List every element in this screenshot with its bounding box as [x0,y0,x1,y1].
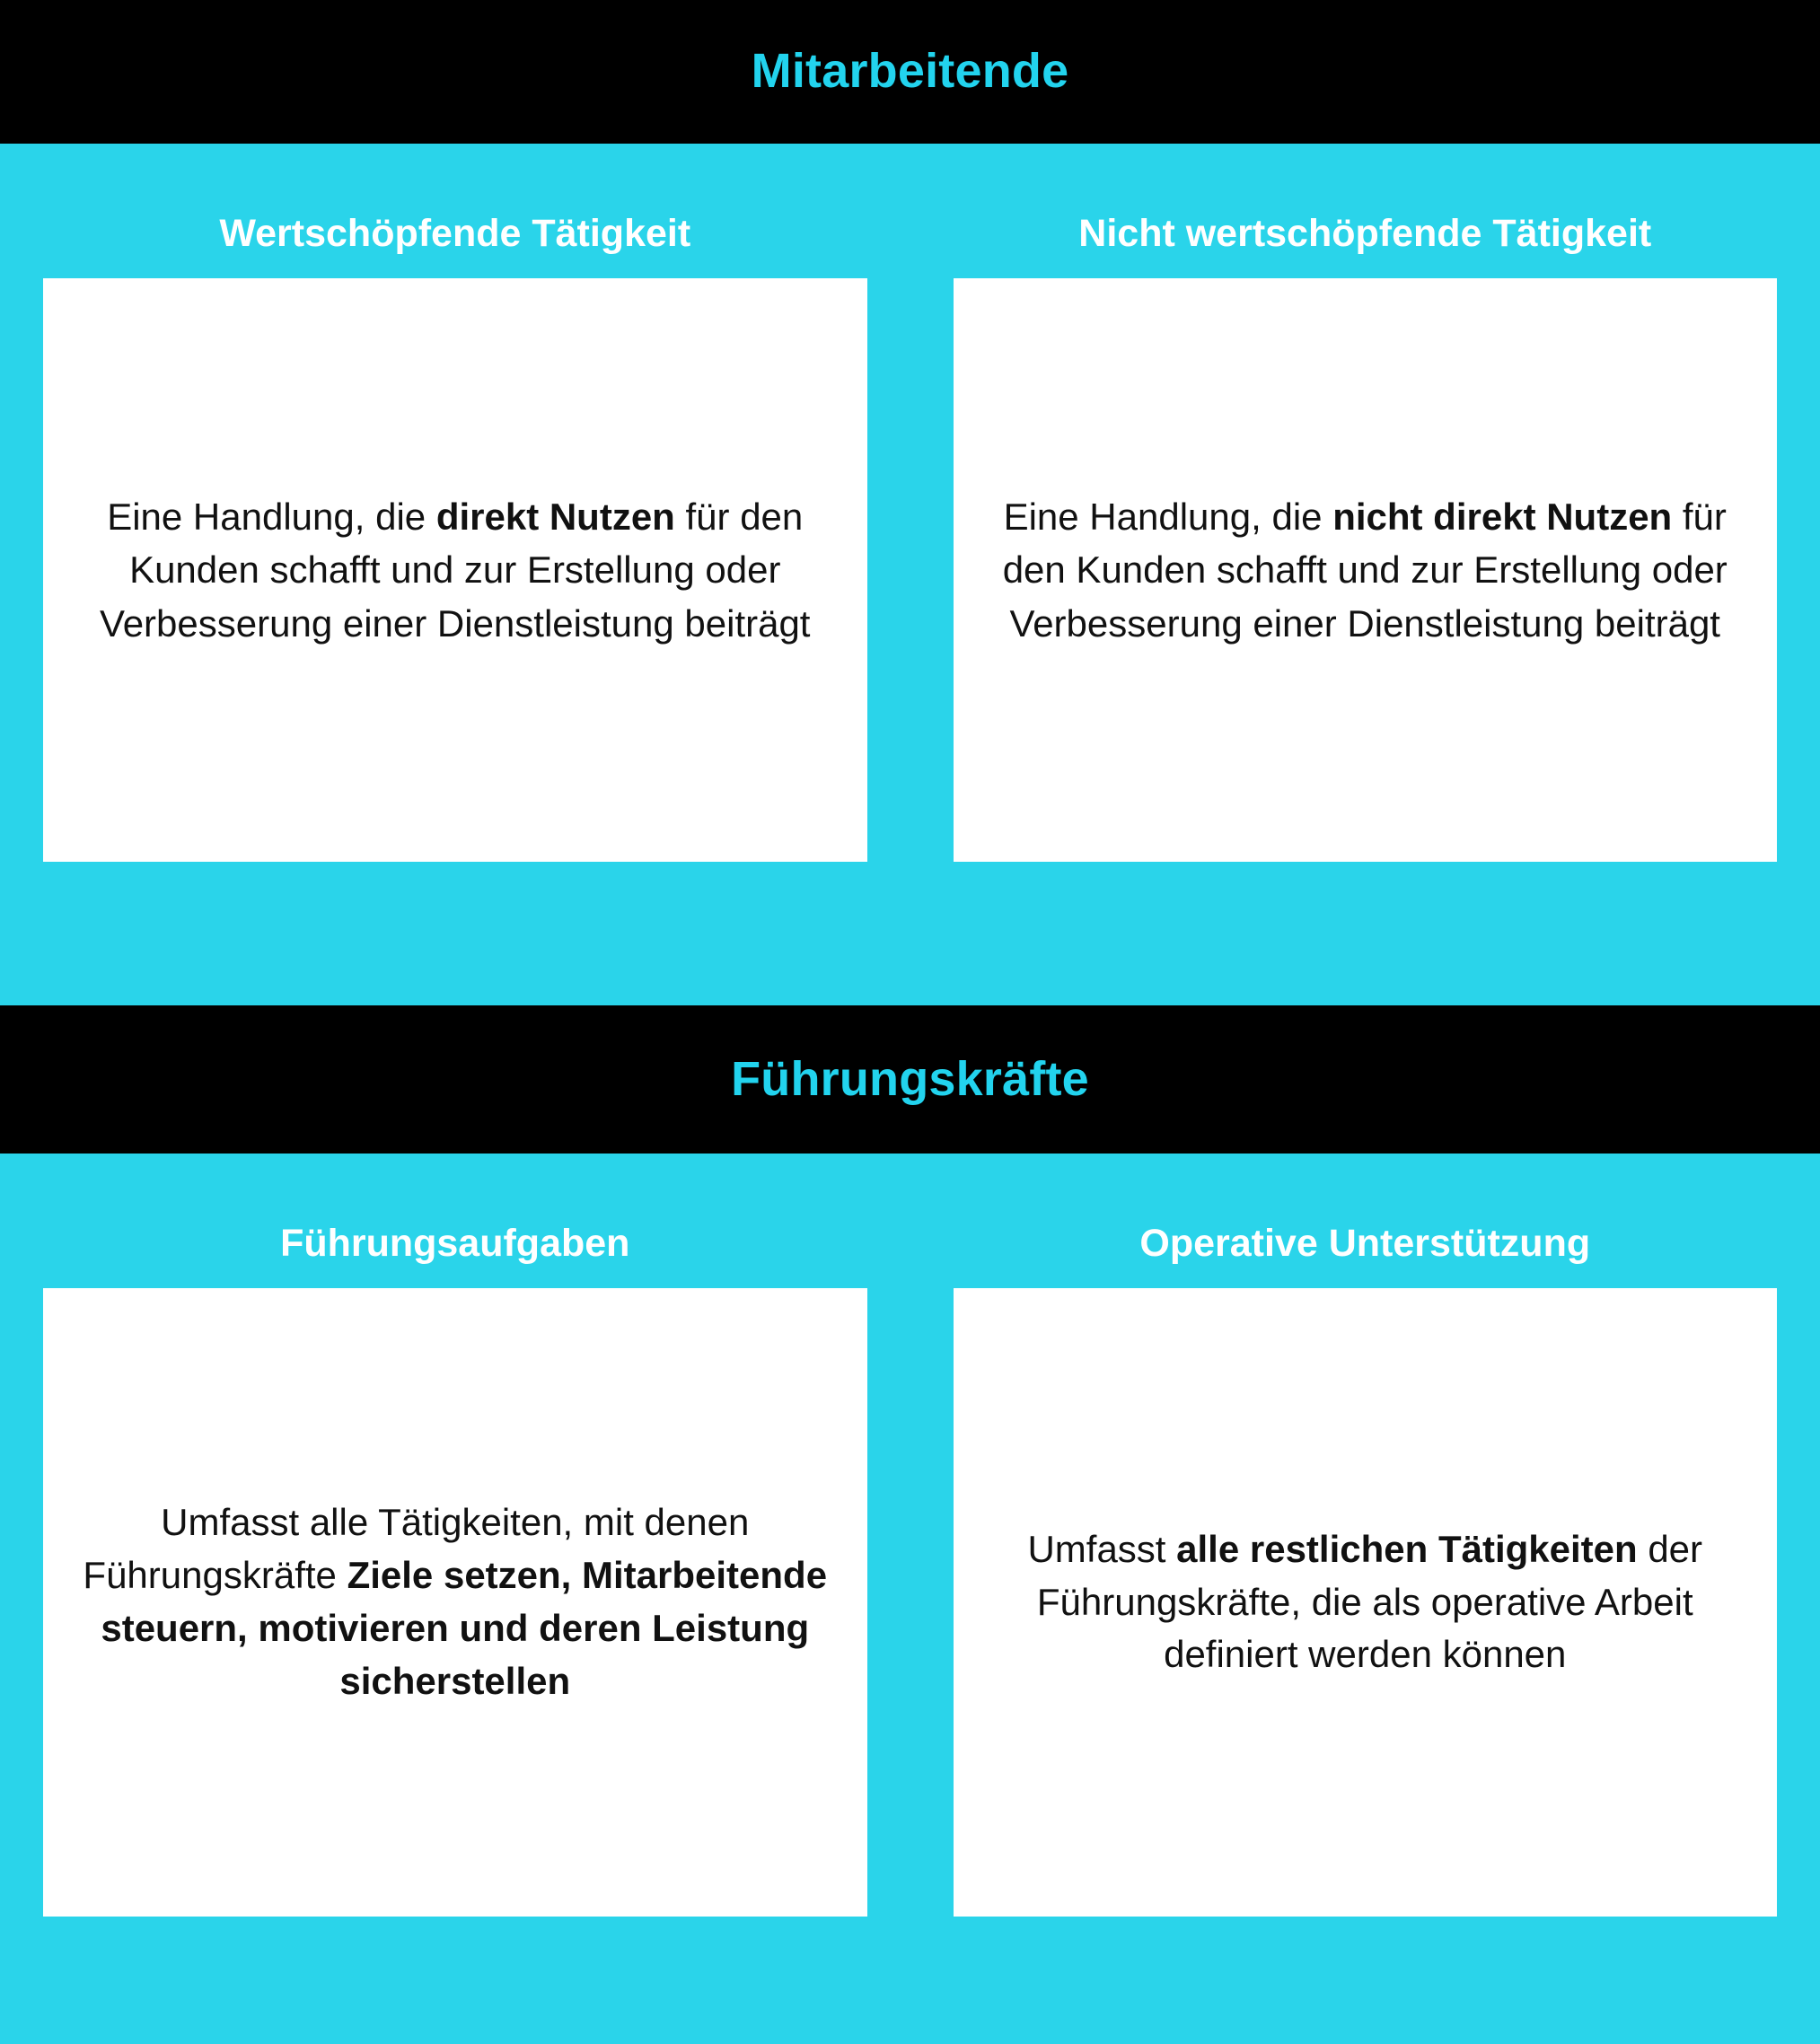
column-title-wertschoepfende-taetigkeit: Wertschöpfende Tätigkeit [219,212,691,256]
card-fuehrungsaufgaben [43,1288,867,1917]
section-panel-mitarbeitende [0,144,1820,1005]
card-nicht-wertschoepfende-taetigkeit [954,278,1778,862]
section-header-fuehrungskraefte [0,1005,1820,1154]
column-nicht-wertschoepfende-taetigkeit [910,144,1778,953]
section-title-mitarbeitende: Mitarbeitende [751,44,1069,99]
card-text-nicht-wertschoepfende-taetigkeit: Eine Handlung, die nicht direkt Nutzen für den Kunden schafft und zur Erstellung oder Verbesserung einer Dienstleistung beiträgt [1002,495,1728,645]
column-fuehrungsaufgaben [43,1154,910,2044]
column-title-fuehrungsaufgaben: Führungsaufgaben [280,1222,630,1266]
section-title-fuehrungskraefte: Führungskräfte [731,1051,1089,1106]
column-title-nicht-wertschoepfende-taetigkeit: Nicht wertschöpfende Tätigkeit [1078,212,1652,256]
card-operative-unterstuetzung [954,1288,1778,1917]
section-panel-fuehrungskraefte [0,1154,1820,2044]
card-text-wertschoepfende-taetigkeit: Eine Handlung, die direkt Nutzen für den Kunden schafft und zur Erstellung oder Verbesserung einer Dienstleistung beiträgt [100,495,811,645]
card-wertschoepfende-taetigkeit [43,278,867,862]
column-wertschoepfende-taetigkeit [43,144,910,953]
column-title-operative-unterstuetzung: Operative Unterstützung [1139,1222,1591,1266]
card-text-operative-unterstuetzung: Umfasst alle restlichen Tätigkeiten der Führungskräfte, die als operative Arbeit definiert werden können [1027,1527,1703,1676]
card-text-fuehrungsaufgaben: Umfasst alle Tätigkeiten, mit denen Führungskräfte Ziele setzen, Mitarbeitende steuern, motivieren und deren Leistung sicherstellen [83,1501,828,1702]
column-operative-unterstuetzung [910,1154,1778,2044]
section-header-mitarbeitende [0,0,1820,144]
